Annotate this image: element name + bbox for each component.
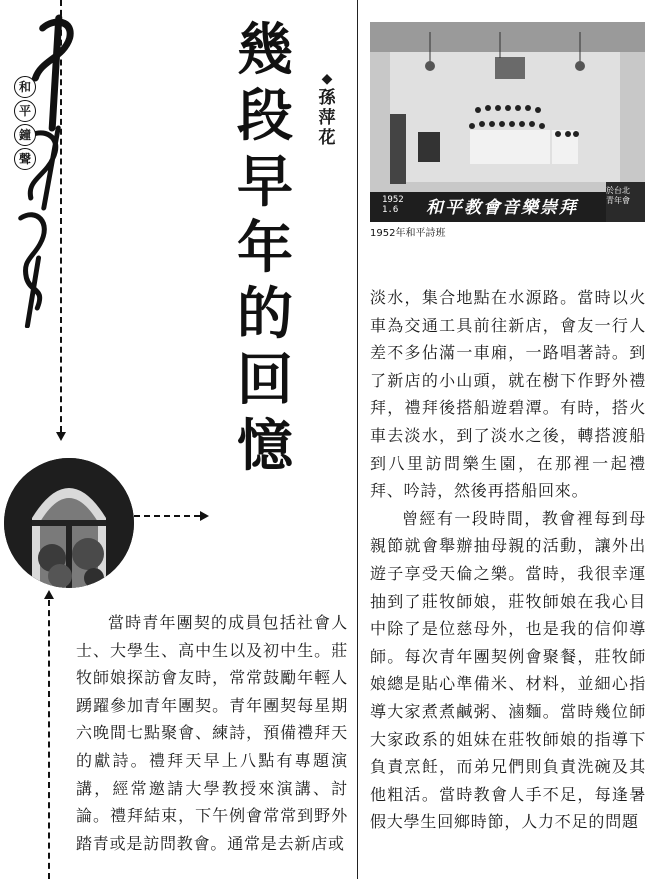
photo-caption: 1952年和平詩班 bbox=[370, 228, 446, 239]
masthead-seals bbox=[14, 76, 36, 172]
arrow-right-icon bbox=[200, 511, 209, 521]
seal-char: 平 bbox=[14, 100, 36, 122]
article-author bbox=[316, 70, 338, 148]
church-window-image bbox=[4, 458, 134, 588]
diamond-icon: ◆ bbox=[321, 71, 333, 87]
paragraph: 曾經有一段時間，教會裡每到母親節就會舉辦抽母親的活動，讓外出遊子享受天倫之樂。當時，我很幸運抽到了莊牧師娘，莊牧師娘在我心目中除了是位慈母外，也是我的信仰導師。每次青年團契例會聚餐，莊牧師娘總是貼心準備米、材料，並細心指導大家煮煮鹹粥、滷麵。當時幾位師大家政系的姐妹在莊牧師娘的指導下負責烹飪，而弟兄們則負責洗碗及其他粗活。當時教會人手不足，每逢暑假大學生回鄉時節，人力不足的問題 bbox=[370, 508, 646, 832]
arrow-down-icon bbox=[56, 432, 66, 441]
dashed-guide-bottom bbox=[48, 600, 50, 879]
paragraph: 淡水，集合地點在水源路。當時以火車為交通工具前往新店，會友一行人差不多佔滿一車廂，一路唱著詩。到了新店的小山頭，就在樹下作野外禮拜，禮拜後搭船遊碧潭。有時，搭火車去淡水，到了淡水之後，轉搭渡船到八里訪問樂生園，在那裡一起禮拜、吟詩，然後再搭船回來。 bbox=[370, 288, 646, 501]
photo-date-mark: 1952 1.6 bbox=[382, 195, 404, 215]
arrow-up-icon bbox=[44, 590, 54, 599]
dashed-guide-top bbox=[60, 0, 62, 432]
seal-char: 聲 bbox=[14, 148, 36, 170]
window-illustration bbox=[4, 458, 134, 588]
choir-photo bbox=[370, 22, 645, 222]
paragraph: 當時青年團契的成員包括社會人士、大學生、高中生以及初中生。莊牧師娘探訪會友時，常常鼓勵年輕人踴躍參加青年團契。青年團契每星期六晚間七點聚會、練詩，預備禮拜天的獻詩。禮拜天早上八點有專題演講，經常邀請大學教授來演講、討論。禮拜結束，下午例會常常到野外踏青或是訪問教會。通常是去新店或 bbox=[76, 613, 348, 853]
left-column-text bbox=[76, 609, 348, 857]
seal-char: 和 bbox=[14, 76, 36, 98]
photo-banner: 和平教會音樂崇拜 bbox=[426, 198, 578, 218]
article-title: 幾段早年的回憶 bbox=[237, 18, 293, 479]
seal-char: 鐘 bbox=[14, 124, 36, 146]
photo-side-mark: 於台北 青年會 bbox=[606, 186, 630, 205]
choir-photo-illustration bbox=[370, 22, 645, 222]
right-column-text bbox=[370, 284, 646, 836]
column-divider bbox=[357, 0, 358, 879]
dashed-guide-right bbox=[134, 515, 200, 517]
author-name: 孫萍花 bbox=[318, 88, 336, 148]
